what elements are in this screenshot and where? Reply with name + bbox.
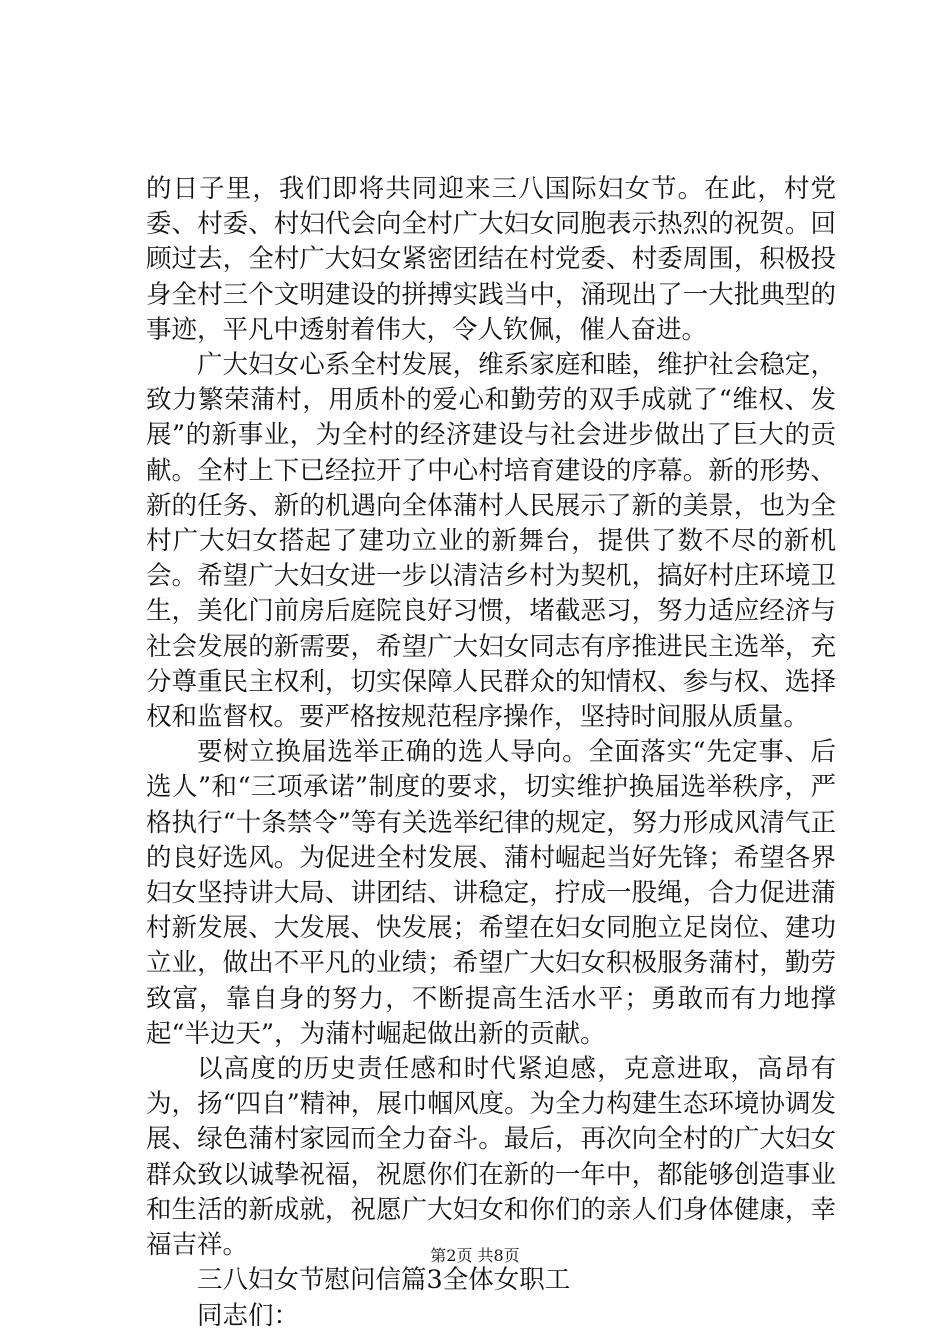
paragraph-1: 的日子里，我们即将共同迎来三八国际妇女节。在此，村党委、村委、村妇代会向全村广大妇女同胞表示热烈的祝贺。回顾过去，全村广大妇女紧密团结在村党委、村委周围，积极投身全村三个文明建设的拼搏实践当中，涌现出了一大批典型的事迹，平凡中透射着伟大，令人钦佩，催人奋进。 — [146, 174, 836, 345]
salutation: 同志们： — [197, 1300, 300, 1331]
section-heading: 三八妇女节慰问信篇3全体女职工 — [197, 1265, 571, 1296]
paragraph-4: 以高度的历史责任感和时代紧迫感，克意进取，高昂有为，扬“四自”精神，展巾帼风度。为全力构建生态环境协调发展、绿色蒲村家园而全力奋斗。最后，再次向全村的广大妇女群众致以诚挚祝福，祝愿你们在新的一年中，都能够创造事业和生活的新成就，祝愿广大妇女和你们的亲人们身体健康，幸福吉祥。 — [146, 1054, 836, 1261]
paragraph-2: 广大妇女心系全村发展，维系家庭和睦，维护社会稳定，致力繁荣蒲村，用质朴的爱心和勤劳的双手成就了“维权、发展”的新事业，为全村的经济建设与社会进步做出了巨大的贡献。全村上下已经拉开了中心村培育建设的序幕。新的形势、新的任务、新的机遇向全体蒲村人民展示了新的美景，也为全村广大妇女搭起了建功立业的新舞台，提供了数不尽的新机会。希望广大妇女进一步以清洁乡村为契机，搞好村庄环境卫生，美化门前房后庭院良好习惯，堵截恶习，努力适应经济与社会发展的新需要，希望广大妇女同志有序推进民主选举，充分尊重民主权利，切实保障人民群众的知情权、参与权、选择权和监督权。要严格按规范程序操作，坚持时间服从质量。 — [146, 350, 836, 733]
document-body — [146, 172, 836, 1334]
page-footer: 第2页 共8页 — [430, 1246, 520, 1265]
paragraph-3: 要树立换届选举正确的选人导向。全面落实“先定事、后选人”和“三项承诺”制度的要求，切实维护换届选举秩序，严格执行“十条禁令”等有关选举纪律的规定，努力形成风清气正的良好选风。为促进全村发展、蒲村崛起当好先锋；希望各界妇女坚持讲大局、讲团结、讲稳定，拧成一股绳，合力促进蒲村新发展、大发展、快发展；希望在妇女同胞立足岗位、建功立业，做出不平凡的业绩；希望广大妇女积极服务蒲村，勤劳致富，靠自身的努力，不断提高生活水平；勇敢而有力地撑起“半边天”，为蒲村崛起做出新的贡献。 — [146, 737, 836, 1049]
